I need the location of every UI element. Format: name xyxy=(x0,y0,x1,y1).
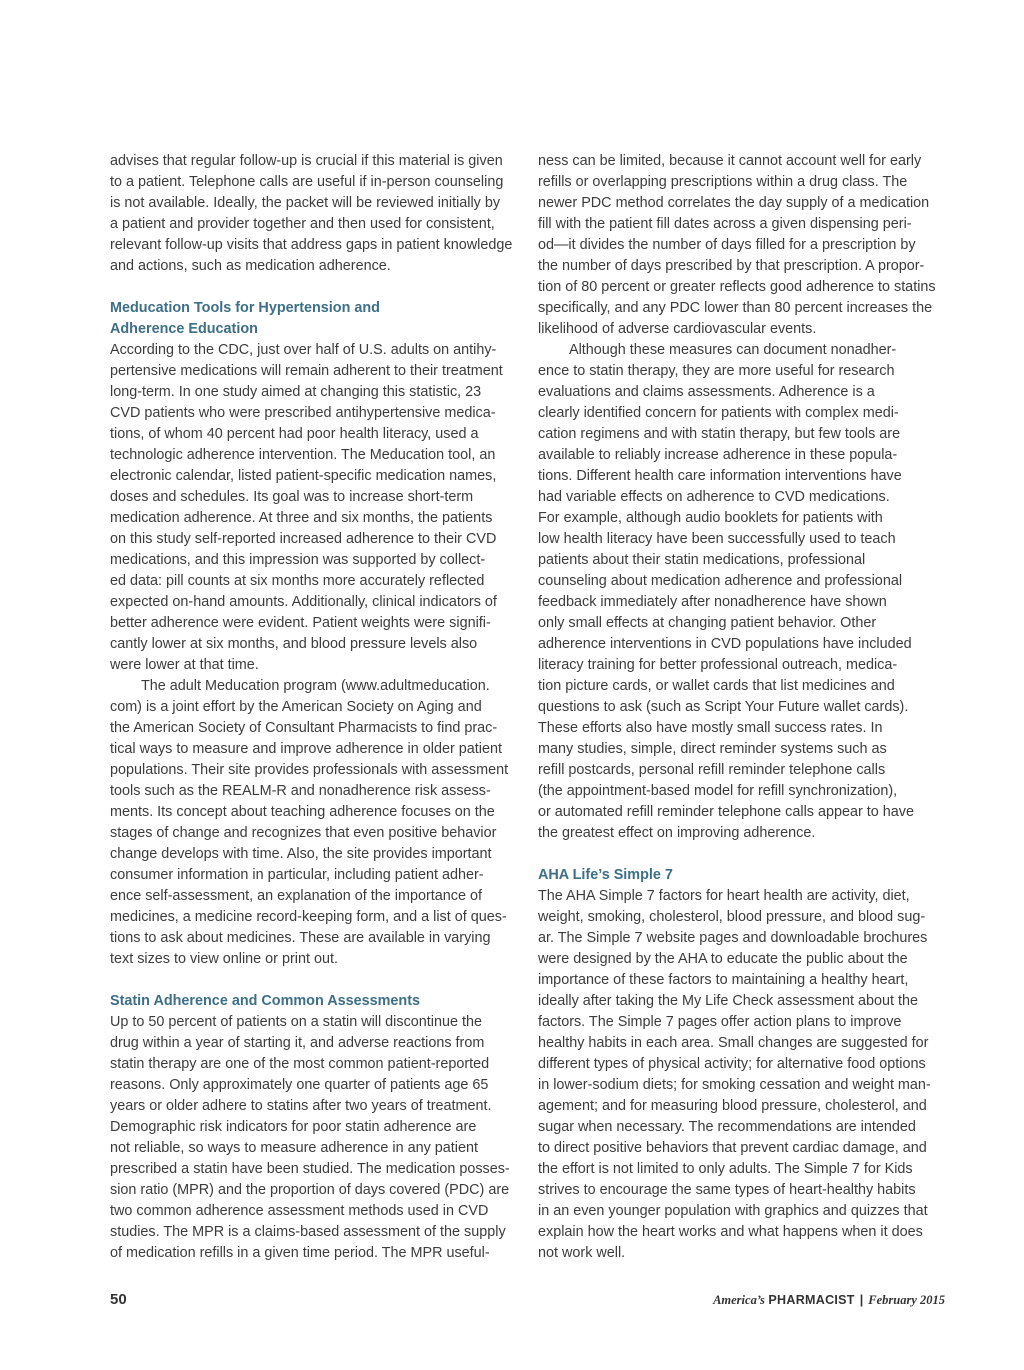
text-line: tions to ask about medicines. These are available in varying xyxy=(110,930,491,946)
magazine-name: PHARMACIST xyxy=(768,1293,855,1307)
text-line: sugar when necessary. The recommendations are intended xyxy=(538,1119,916,1135)
text-line: studies. The MPR is a claims-based assessment of the supply xyxy=(110,1224,506,1240)
text-line: agement; and for measuring blood pressure, cholesterol, and xyxy=(538,1098,927,1114)
text-line: sion ratio (MPR) and the proportion of days covered (PDC) are xyxy=(110,1182,510,1198)
text-line: importance of these factors to maintaining a healthy heart, xyxy=(538,972,909,988)
text-line: better adherence were evident. Patient weights were signifi- xyxy=(110,615,491,631)
text-line: consumer information in particular, including patient adher- xyxy=(110,867,484,883)
text-line: drug within a year of starting it, and adverse reactions from xyxy=(110,1035,485,1051)
paragraph-gap xyxy=(538,844,945,865)
text-line: technologic adherence intervention. The Meducation tool, an xyxy=(110,447,496,463)
magazine-prefix: America’s xyxy=(713,1293,765,1307)
text-line: in lower-sodium diets; for smoking cessation and weight man- xyxy=(538,1077,931,1093)
text-line: were lower at that time. xyxy=(110,657,259,673)
text-line: adherence interventions in CVD populations have included xyxy=(538,636,912,652)
text-line: the effort is not limited to only adults. The Simple 7 for Kids xyxy=(538,1161,913,1177)
text-line: questions to ask (such as Script Your Future wallet cards). xyxy=(538,699,909,715)
text-line: healthy habits in each area. Small changes are suggested for xyxy=(538,1035,929,1051)
text-line: evaluations and claims assessments. Adherence is a xyxy=(538,384,875,400)
text-line: medicines, a medicine record-keeping form, and a list of ques- xyxy=(110,909,507,925)
text-line: factors. The Simple 7 pages offer action plans to improve xyxy=(538,1014,902,1030)
text-line: The AHA Simple 7 factors for heart health are activity, diet, xyxy=(538,888,910,904)
text-line: change develops with time. Also, the site provides important xyxy=(110,846,492,862)
text-line: ence self-assessment, an explanation of the importance of xyxy=(110,888,482,904)
text-line: the greatest effect on improving adherence. xyxy=(538,825,816,841)
issue-date: February 2015 xyxy=(868,1293,945,1307)
text-line: Although these measures can document nonadher- xyxy=(569,342,897,358)
text-line: reasons. Only approximately one quarter of patients age 65 xyxy=(110,1077,489,1093)
text-line: to direct positive behaviors that prevent cardiac damage, and xyxy=(538,1140,927,1156)
text-line: patients about their statin medications, professional xyxy=(538,552,866,568)
text-line: stages of change and recognizes that even positive behavior xyxy=(110,825,497,841)
text-line: CVD patients who were prescribed antihypertensive medica- xyxy=(110,405,496,421)
text-line: were designed by the AHA to educate the public about the xyxy=(538,951,908,967)
text-line: expected on-hand amounts. Additionally, clinical indicators of xyxy=(110,594,497,610)
text-line: relevant follow-up visits that address gaps in patient knowledge xyxy=(110,237,513,253)
text-line: newer PDC method correlates the day supply of a medication xyxy=(538,195,930,211)
text-line: and actions, such as medication adherence. xyxy=(110,258,391,274)
text-line: cantly lower at six months, and blood pressure levels also xyxy=(110,636,478,652)
text-line: prescribed a statin have been studied. The medication posses- xyxy=(110,1161,510,1177)
text-line: tion picture cards, or wallet cards that list medicines and xyxy=(538,678,895,694)
text-line: text sizes to view online or print out. xyxy=(110,951,338,967)
text-line: or automated refill reminder telephone calls appear to have xyxy=(538,804,914,820)
text-line: populations. Their site provides professionals with assessment xyxy=(110,762,509,778)
text-line: tools such as the REALM-R and nonadherence risk assess- xyxy=(110,783,491,799)
text-line: electronic calendar, listed patient-specific medication names, xyxy=(110,468,497,484)
text-line: long-term. In one study aimed at changing this statistic, 23 xyxy=(110,384,482,400)
section-heading-line: Adherence Education xyxy=(110,321,258,337)
section-heading-line: AHA Life’s Simple 7 xyxy=(538,867,673,883)
text-line: the American Society of Consultant Pharmacists to find prac- xyxy=(110,720,498,736)
text-line: ar. The Simple 7 website pages and downloadable brochures xyxy=(538,930,928,946)
text-line: tion of 80 percent or greater reflects good adherence to statins xyxy=(538,279,936,295)
text-line: different types of physical activity; for alternative food options xyxy=(538,1056,926,1072)
text-line: fill with the patient fill dates across a given dispensing peri- xyxy=(538,216,912,232)
text-line: weight, smoking, cholesterol, blood pressure, and blood sug- xyxy=(538,909,926,925)
text-line: doses and schedules. Its goal was to increase short-term xyxy=(110,489,474,505)
page-number: 50 xyxy=(110,1291,127,1308)
page-footer xyxy=(110,1291,945,1315)
text-line: tions. Different health care information interventions have xyxy=(538,468,902,484)
left-column xyxy=(110,151,518,1264)
text-line: the number of days prescribed by that prescription. A propor- xyxy=(538,258,925,274)
text-line: low health literacy have been successfully used to teach xyxy=(538,531,896,547)
text-line: For example, although audio booklets for patients with xyxy=(538,510,883,526)
text-line: two common adherence assessment methods used in CVD xyxy=(110,1203,489,1219)
text-line: ed data: pill counts at six months more accurately reflected xyxy=(110,573,485,589)
text-line: tions, of whom 40 percent had poor health literacy, used a xyxy=(110,426,479,442)
text-line: Demographic risk indicators for poor statin adherence are xyxy=(110,1119,477,1135)
text-line: specifically, and any PDC lower than 80 percent increases the xyxy=(538,300,933,316)
text-line: These efforts also have mostly small success rates. In xyxy=(538,720,883,736)
text-line: Up to 50 percent of patients on a statin will discontinue the xyxy=(110,1014,482,1030)
text-line: literacy training for better professional outreach, medica- xyxy=(538,657,898,673)
text-line: refills or overlapping prescriptions within a drug class. The xyxy=(538,174,908,190)
text-line: clearly identified concern for patients with complex medi- xyxy=(538,405,899,421)
text-line: counseling about medication adherence and professional xyxy=(538,573,903,589)
text-line: a patient and provider together and then used for consistent, xyxy=(110,216,495,232)
text-line: According to the CDC, just over half of U.S. adults on antihy- xyxy=(110,342,497,358)
text-line: medications, and this impression was supported by collect- xyxy=(110,552,486,568)
text-line: advises that regular follow-up is crucial if this material is given xyxy=(110,153,503,169)
text-line: likelihood of adverse cardiovascular events. xyxy=(538,321,817,337)
text-line: had variable effects on adherence to CVD medications. xyxy=(538,489,890,505)
text-line: feedback immediately after nonadherence have shown xyxy=(538,594,887,610)
text-line: not reliable, so ways to measure adherence in any patient xyxy=(110,1140,478,1156)
text-line: in an even younger population with graphics and quizzes that xyxy=(538,1203,928,1219)
publication-credit xyxy=(713,1293,945,1308)
text-line: The adult Meducation program (www.adultmeducation. xyxy=(141,678,490,694)
text-line: explain how the heart works and what happens when it does xyxy=(538,1224,923,1240)
text-line: medication adherence. At three and six months, the patients xyxy=(110,510,493,526)
text-line: only small effects at changing patient behavior. Other xyxy=(538,615,877,631)
text-line: tical ways to measure and improve adherence in older patient xyxy=(110,741,502,757)
text-line: to a patient. Telephone calls are useful if in-person counseling xyxy=(110,174,504,190)
footer-separator: | xyxy=(859,1293,864,1307)
text-line: of medication refills in a given time period. The MPR useful- xyxy=(110,1245,490,1261)
text-line: statin therapy are one of the most common patient-reported xyxy=(110,1056,490,1072)
text-line: ideally after taking the My Life Check assessment about the xyxy=(538,993,918,1009)
section-heading-line: Meducation Tools for Hypertension and xyxy=(110,300,380,316)
text-line: ness can be limited, because it cannot account well for early xyxy=(538,153,922,169)
text-line: com) is a joint effort by the American Society on Aging and xyxy=(110,699,482,715)
text-line: (the appointment-based model for refill synchronization), xyxy=(538,783,898,799)
text-line: pertensive medications will remain adherent to their treatment xyxy=(110,363,503,379)
text-line: refill postcards, personal refill reminder telephone calls xyxy=(538,762,886,778)
text-line: years or older adhere to statins after two years of treatment. xyxy=(110,1098,492,1114)
right-column xyxy=(538,151,945,1264)
paragraph-gap xyxy=(110,277,518,298)
text-line: available to reliably increase adherence in these popula- xyxy=(538,447,898,463)
text-line: on this study self-reported increased adherence to their CVD xyxy=(110,531,497,547)
text-line: many studies, simple, direct reminder systems such as xyxy=(538,741,887,757)
text-line: ence to statin therapy, they are more useful for research xyxy=(538,363,895,379)
section-heading-line: Statin Adherence and Common Assessments xyxy=(110,993,421,1009)
paragraph-gap xyxy=(110,970,518,991)
text-line: ments. Its concept about teaching adherence focuses on the xyxy=(110,804,495,820)
text-line: od—it divides the number of days filled for a prescription by xyxy=(538,237,916,253)
text-line: is not available. Ideally, the packet will be reviewed initially by xyxy=(110,195,501,211)
text-line: not work well. xyxy=(538,1245,626,1261)
text-line: cation regimens and with statin therapy, but few tools are xyxy=(538,426,901,442)
text-line: strives to encourage the same types of heart-healthy habits xyxy=(538,1182,916,1198)
